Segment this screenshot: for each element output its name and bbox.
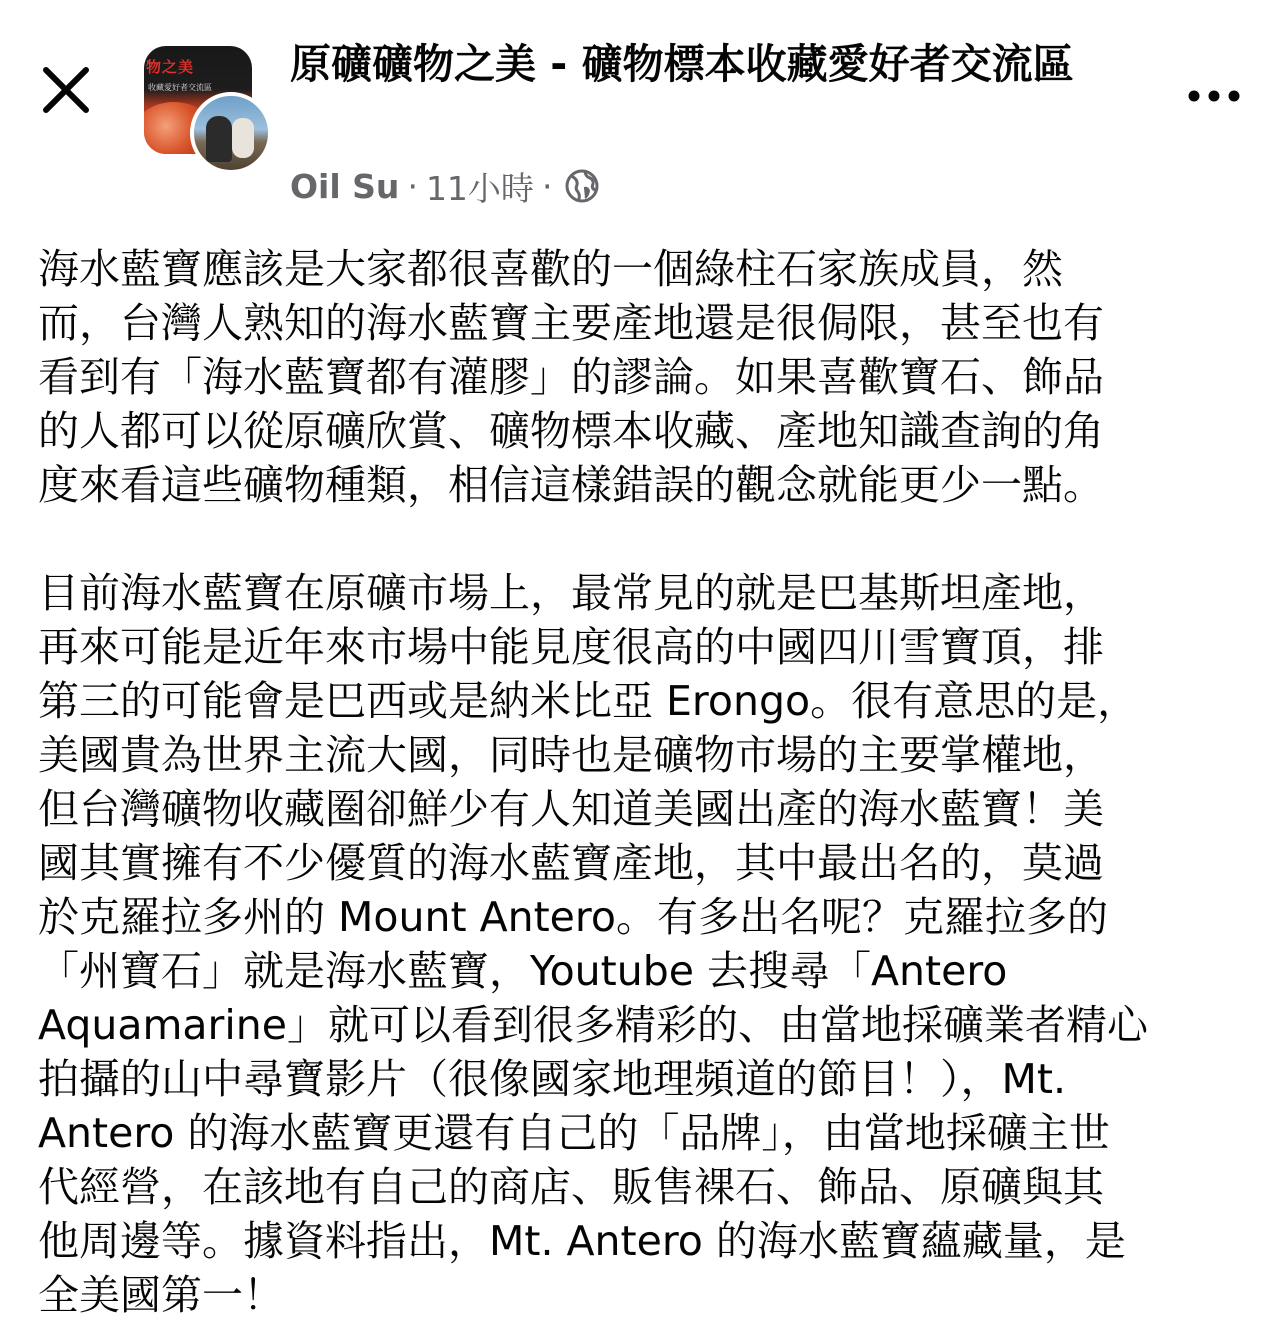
group-name-link[interactable]: 原礦礦物之美 - 礦物標本收藏愛好者交流區	[290, 40, 1074, 88]
author-name-link[interactable]: Oil Su	[290, 166, 400, 206]
close-button[interactable]	[36, 60, 96, 120]
user-avatar-person	[206, 116, 232, 162]
close-icon	[36, 60, 96, 120]
avatar-group[interactable]	[144, 46, 268, 170]
meta-separator: ·	[541, 166, 553, 206]
more-options-button[interactable]	[1184, 72, 1244, 120]
post-time-link[interactable]: 11小時	[425, 168, 534, 208]
more-dots-icon	[1184, 72, 1244, 120]
post-header	[0, 0, 1284, 220]
post-body	[38, 242, 1248, 1322]
post-meta	[290, 163, 600, 209]
globe-icon[interactable]	[564, 168, 600, 204]
user-avatar-dog	[232, 118, 254, 158]
group-avatar-subtitle: 收藏愛好者交流區	[148, 83, 212, 92]
group-avatar-title: 物之美	[146, 58, 195, 76]
meta-separator: ·	[407, 166, 418, 206]
user-avatar[interactable]	[190, 92, 272, 174]
post-paragraph: 海水藍寶應該是大家都很喜歡的一個綠柱石家族成員，然 而，台灣人熟知的海水藍寶主要產地還是很侷限，甚至也有 看到有「海水藍寶都有灌膠」的謬論。如果喜歡寶石、飾品 的人都可以從原礦欣賞、礦物標本收藏、產地知識查詢的角 度來看這些礦物種類，相信這樣錯誤的觀念就能更少一點。	[38, 245, 1104, 509]
paragraph-gap	[38, 512, 1248, 566]
post-paragraph: 目前海水藍寶在原礦市場上，最常見的就是巴基斯坦產地， 再來可能是近年來市場中能見度很高的中國四川雪寶頂，排 第三的可能會是巴西或是納米比亞 Erongo。很有意思的是， 美國貴為世界主流大國，同時也是礦物市場的主要掌權地， 但台灣礦物收藏圈卻鮮少有人知道美國出產的海水藍寶！美 國其實擁有不少優質的海水藍寶產地，其中最出名的，莫過 於克羅拉多州的 Mount Antero。有多出名呢？克羅拉多的 「州寶石」就是海水藍寶，Youtube 去搜尋「Antero Aquamarine」就可以看到很多精彩的、由當地採礦業者精心 拍攝的山中尋寶影片（很像國家地理頻道的節目！），Mt. Antero 的海水藍寶更還有自己的「品牌」，由當地採礦主世 代經營，在該地有自己的商店、販售裸石、飾品、原礦與其 他周邊等。據資料指出，Mt. Antero 的海水藍寶蘊藏量，是 全美國第一！	[38, 569, 1148, 1319]
